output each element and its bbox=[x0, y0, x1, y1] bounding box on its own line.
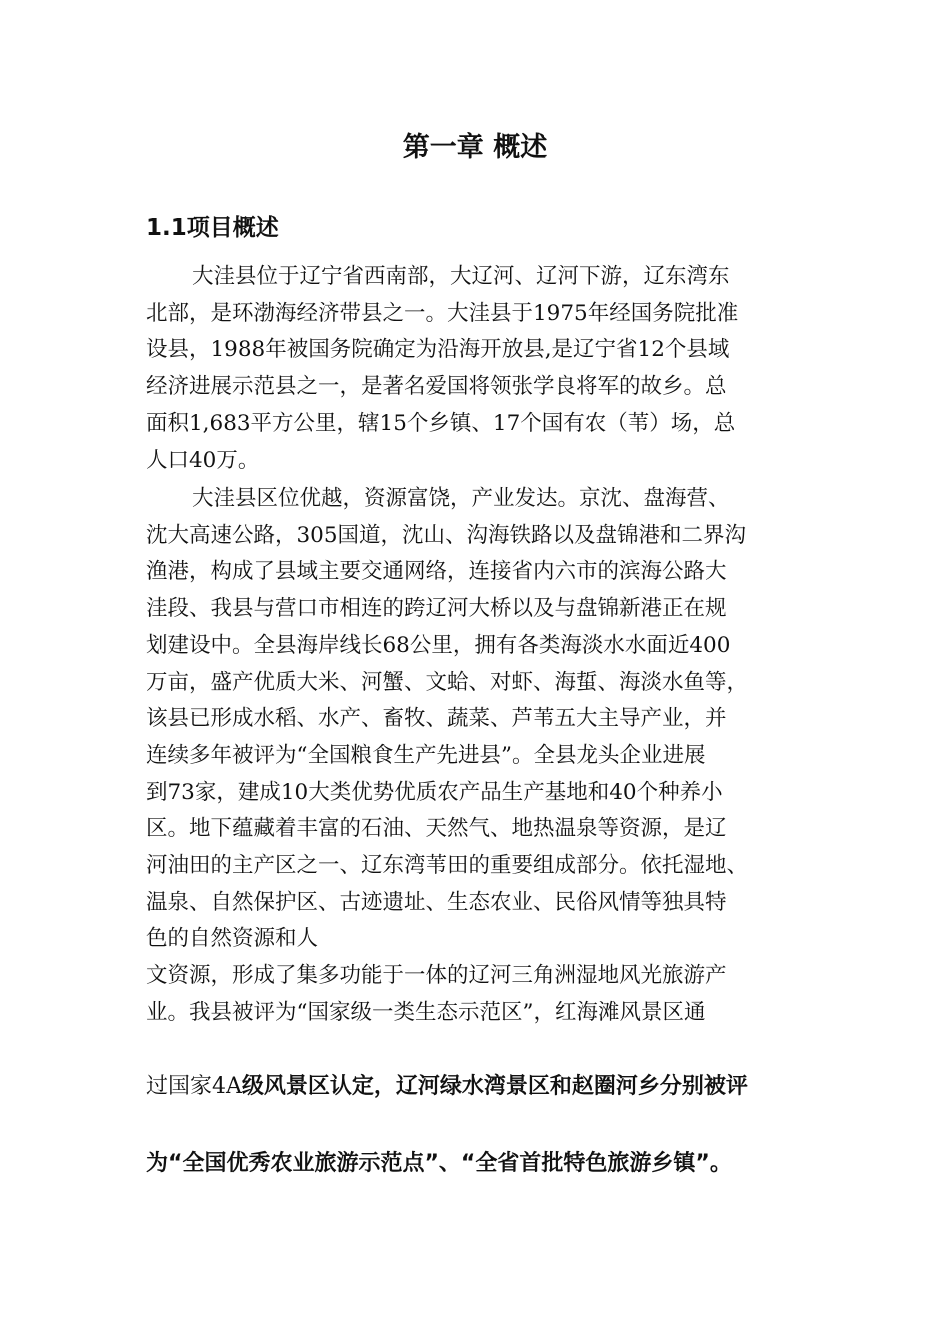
paragraph-line: 温泉、自然保护区、古迹遗址、生态农业、民俗风情等独具特 bbox=[146, 889, 727, 915]
paragraph-line: 文资源，形成了集多功能于一体的辽河三角洲湿地风光旅游产 bbox=[146, 963, 727, 989]
paragraph-line: 设县，1988年被国务院确定为沿海开放县,是辽宁省12个县域 bbox=[146, 337, 730, 363]
paragraph-line: 万亩，盛产优质大米、河蟹、文蛤、对虾、海蜇、海淡水鱼等， bbox=[146, 669, 749, 695]
paragraph-line: 业。我县被评为“国家级一类生态示范区”，红海滩风景区通 bbox=[146, 999, 706, 1025]
paragraph-line: 大洼县区位优越，资源富饶，产业发达。京沈、盘海营、 bbox=[192, 486, 730, 511]
paragraph-line: 沈大高速公路，305国道，沈山、沟海铁路以及盘锦港和二界沟 bbox=[146, 522, 747, 548]
paragraph-tail-line-1 bbox=[146, 1069, 748, 1105]
paragraph-line: 连续多年被评为“全国粮食生产先进县”。全县龙头企业进展 bbox=[146, 742, 706, 768]
paragraph-line: 该县已形成水稻、水产、畜牧、蔬菜、芦苇五大主导产业，并 bbox=[146, 706, 727, 732]
paragraph-line: 人口40万。 bbox=[146, 447, 260, 473]
paragraph-location bbox=[146, 481, 810, 1032]
paragraph-overview bbox=[146, 259, 810, 479]
paragraph-line: 渔港，构成了县域主要交通网络，连接省内六市的滨海公路大 bbox=[146, 559, 727, 585]
paragraph-tail-line-2: 为“全国优秀农业旅游示范点”、“全省首批特色旅游乡镇”。 bbox=[146, 1151, 732, 1176]
paragraph-line: 北部，是环渤海经济带县之一。大洼县于1975年经国务院批准 bbox=[146, 300, 739, 326]
tail-line-1-bold: 级风景区认定，辽河绿水湾景区和赵圈河乡分别被评 bbox=[241, 1074, 748, 1099]
paragraph-line: 大洼县位于辽宁省西南部，大辽河、辽河下游，辽东湾东 bbox=[192, 264, 730, 289]
paragraph-line: 划建设中。全县海岸线长68公里，拥有各类海淡水水面近400 bbox=[146, 632, 731, 658]
paragraph-line: 洼段、我县与营口市相连的跨辽河大桥以及与盘锦新港正在规 bbox=[146, 596, 727, 622]
tail-line-1-serif: 过国家4A bbox=[146, 1074, 242, 1099]
paragraph-line: 色的自然资源和人 bbox=[146, 926, 319, 952]
paragraph-line: 区。地下蕴藏着丰富的石油、天然气、地热温泉等资源，是辽 bbox=[146, 816, 727, 842]
paragraph-line: 河油田的主产区之一、辽东湾苇田的重要组成部分。依托湿地、 bbox=[146, 853, 749, 879]
chapter-title: 第一章 概述 bbox=[402, 132, 548, 163]
section-title: 1.1项目概述 bbox=[146, 215, 279, 241]
paragraph-line: 面积1,683平方公里，辖15个乡镇、17个国有农（苇）场，总 bbox=[146, 410, 736, 436]
paragraph-line: 到73家，建成10大类优势优质农产品生产基地和40个种养小 bbox=[146, 779, 723, 805]
paragraph-line: 经济进展示范县之一，是著名爱国将领张学良将军的故乡。总 bbox=[146, 374, 727, 400]
